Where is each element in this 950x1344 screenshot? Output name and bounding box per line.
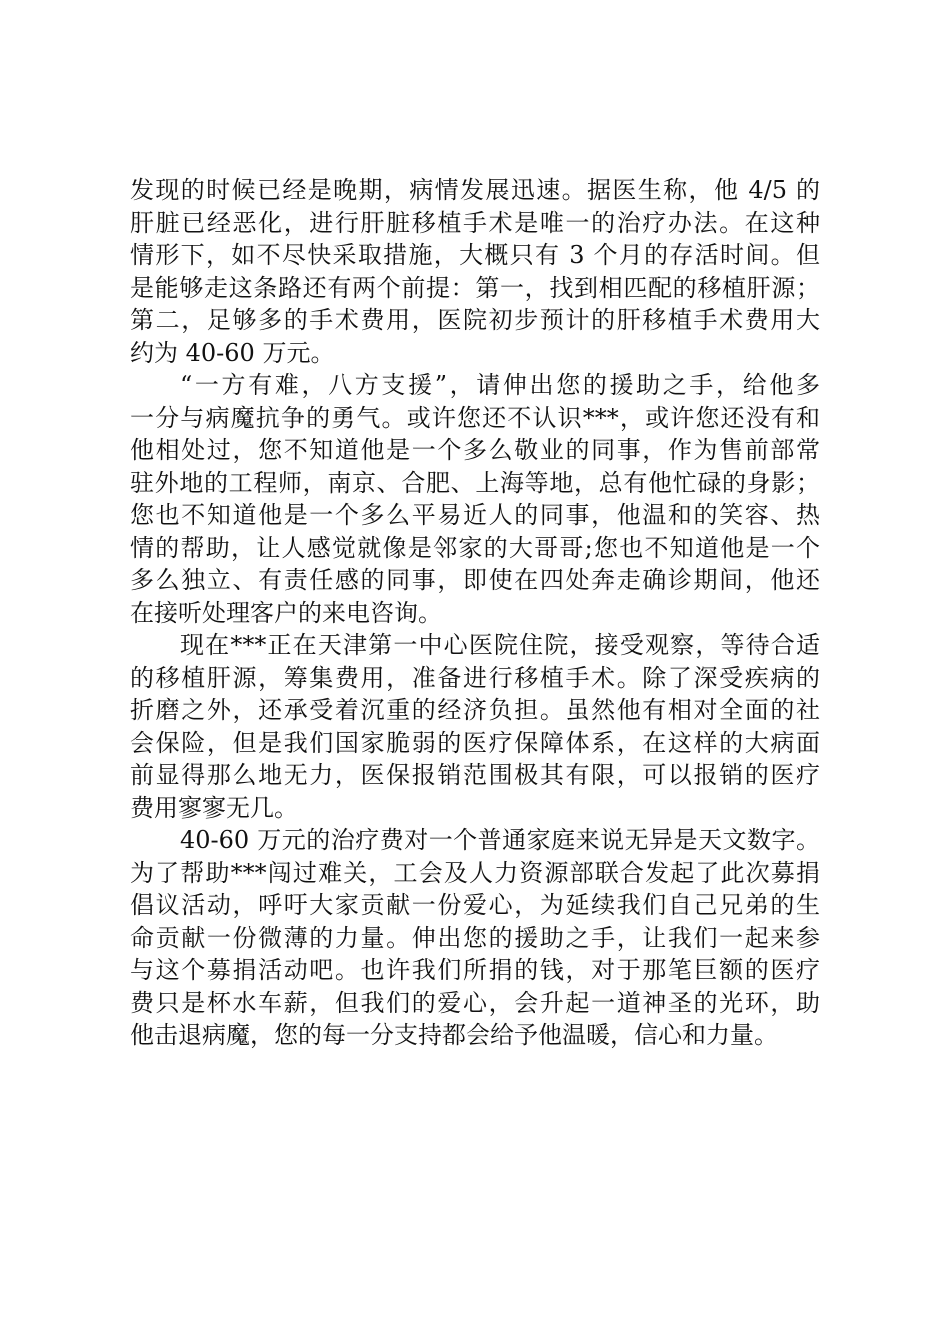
paragraph-line: 费用寥寥无几。 xyxy=(130,793,298,822)
paragraph-line: 他击退病魔，您的每一分支持都会给予他温暖，信心和力量。 xyxy=(130,1021,778,1049)
paragraph-line: 发现的时候已经是晚期，病情发展迅速。据医生称，他 4/5 的 xyxy=(130,176,820,204)
paragraph-line: 为了帮助***闯过难关，工会及人力资源部联合发起了此次募捐 xyxy=(130,858,820,887)
paragraph-line: 约为 40-60 万元。 xyxy=(130,338,335,367)
paragraph-line: 倡议活动，呼吁大家贡献一份爱心，为延续我们自己兄弟的生 xyxy=(130,891,820,919)
paragraph-line: 折磨之外，还承受着沉重的经济负担。虽然他有相对全面的社 xyxy=(130,696,820,724)
paragraph-line: 在接听处理客户的来电咨询。 xyxy=(130,598,442,627)
document-body xyxy=(130,174,820,1052)
paragraph-line: 40-60 万元的治疗费对一个普通家庭来说无异是天文数字。 xyxy=(180,826,820,854)
paragraph-line: “一方有难，八方支援”，请伸出您的援助之手，给他多 xyxy=(180,371,820,399)
paragraph-line: 多么独立、有责任感的同事，即使在四处奔走确诊期间，他还 xyxy=(130,566,820,594)
paragraph-line: 驻外地的工程师，南京、合肥、上海等地，总有他忙碌的身影； xyxy=(130,468,820,497)
paragraph-line: 情形下，如不尽快采取措施，大概只有 3 个月的存活时间。但 xyxy=(130,241,820,269)
paragraph-line: 他相处过，您不知道他是一个多么敬业的同事，作为售前部常 xyxy=(130,436,820,464)
paragraph-line: 肝脏已经恶化，进行肝脏移植手术是唯一的治疗办法。在这种 xyxy=(130,208,820,237)
paragraph-line: 是能够走这条路还有两个前提：第一，找到相匹配的移植肝源； xyxy=(130,273,820,302)
paragraph-line: 您也不知道他是一个多么平易近人的同事，他温和的笑容、热 xyxy=(130,501,820,529)
paragraph-line: 情的帮助，让人感觉就像是邻家的大哥哥;您也不知道他是一个 xyxy=(130,533,820,562)
paragraph-1 xyxy=(130,174,820,369)
paragraph-3 xyxy=(130,629,820,824)
paragraph-4 xyxy=(130,824,820,1052)
paragraph-line: 现在***正在天津第一中心医院住院，接受观察，等待合适 xyxy=(180,631,820,659)
paragraph-line: 费只是杯水车薪，但我们的爱心，会升起一道神圣的光环，助 xyxy=(130,988,820,1017)
paragraph-line: 与这个募捐活动吧。也许我们所捐的钱，对于那笔巨额的医疗 xyxy=(130,956,820,984)
paragraph-line: 前显得那么地无力，医保报销范围极其有限，可以报销的医疗 xyxy=(130,761,820,789)
paragraph-line: 会保险，但是我们国家脆弱的医疗保障体系，在这样的大病面 xyxy=(130,728,820,757)
paragraph-line: 第二，足够多的手术费用，医院初步预计的肝移植手术费用大 xyxy=(130,306,820,334)
paragraph-line: 命贡献一份微薄的力量。伸出您的援助之手，让我们一起来参 xyxy=(130,923,820,952)
paragraph-2 xyxy=(130,369,820,629)
paragraph-line: 的移植肝源，筹集费用，准备进行移植手术。除了深受疾病的 xyxy=(130,663,820,692)
paragraph-line: 一分与病魔抗争的勇气。或许您还不认识***，或许您还没有和 xyxy=(130,403,820,432)
